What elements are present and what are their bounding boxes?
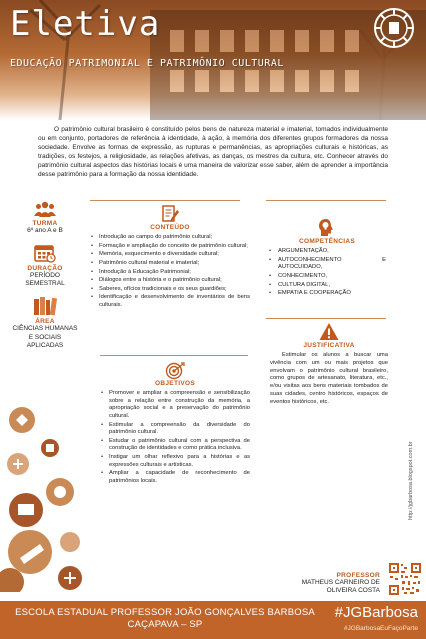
list-item: • Patrimônio cultural material e imaterial; [90,260,250,268]
decorative-icons-cluster [0,392,90,592]
school-name [10,607,320,632]
competencias-title: COMPETÊNCIAS [299,238,355,245]
turma-block [10,200,80,235]
hashtag-main: #JGBarbosa [334,604,418,621]
page-title: Eletiva [10,4,161,44]
divider [266,200,386,201]
professor-block [270,572,380,595]
list-item: • Memória, esquecimento e diversidade cultural; [90,251,250,259]
document-pencil-icon [160,204,180,224]
school-crest-icon [372,6,416,50]
list-item: • Ampliar a capacidade de reconhecimento de patrimônios locais. [100,470,250,485]
conteudo-title: CONTEÚDO [150,224,190,231]
duracao-value: PERÍODO SEMESTRAL [25,272,65,288]
list-item: • Diálogos entre a história e o patrimônio cultural; [90,277,250,285]
justificativa-text: Estimular os alunos a buscar uma vivência com um ou mais projetos que envolvam o patrimônio cultural brasileiro, como grupos de artesanato, literatura, etc., e/ou visitas aos bens materiais tombados de suas cidades, centro históricos, espaços de eventos históricos, etc. [270,352,388,405]
conteudo-list [90,234,250,310]
justificativa-title: JUSTIFICATIVA [303,342,355,349]
list-item: • CULTURA DIGITAL, [268,282,386,290]
area-value: CIÊNCIAS HUMANAS E SOCIAIS APLICADAS [12,325,78,349]
competencias-list [268,248,386,298]
head-lightbulb-icon [317,218,337,238]
school-name-line1: ESCOLA ESTADUAL PROFESSOR JOÃO GONÇALVES BARBOSA [15,607,315,618]
duracao-label: DURAÇÃO [27,265,63,273]
list-item: • Formação e ampliação do conceito de patrimônio cultural; [90,243,250,251]
list-item: • Promover e ampliar a compreensão e sensibilização sobre a relação entre construção da memória, a apropriação social e a preservação do patrimônio cultural. [100,390,250,421]
divider [100,355,248,356]
page-subtitle: EDUCAÇÃO PATRIMONIAL E PATRIMÔNIO CULTURAL [10,58,284,69]
competencias-section [268,218,386,299]
qr-code-icon[interactable] [388,562,422,596]
list-item: • Introdução à Educação Patrimonial; [90,269,250,277]
left-column [10,200,80,358]
divider [266,318,386,319]
list-item: • Instigar um olhar reflexivo para a histórias e as expressões culturais e artísticas. [100,454,250,469]
calendar-icon [34,243,56,263]
intro-paragraph: O patrimônio cultural brasileiro é constituído pelos bens de natureza material e imaterial, tomados individualmente ou em conjunto, portadores de referência à identidade, à ação, à memória dos diferentes grupos formadores da nossa sociedade. Envolve as formas de expressão, as rupturas e permanências, as apropriações culturais e históricas, as tradições, os festejos, a religiosidade, as relações afetivas, as danças, os mestres da cultura, etc. Conhecer através do patrimônio cultural aspectos das histórias locais é uma maneira de valorizar esse saber, além de aprender a importância desse patrimônio para a formação da nossa identidade. [38,126,388,178]
turma-label: TURMA [32,220,58,227]
professor-label: PROFESSOR [336,572,380,579]
list-item: • Saberes, ofícios tradicionais e os seus guardiões; [90,286,250,294]
warning-icon [319,322,339,342]
list-item: • Identificação e desenvolvimento de inventários de bens culturais. [90,294,250,309]
objetivos-list [100,390,250,486]
target-icon [165,362,185,380]
divider [90,200,240,201]
objetivos-section [100,362,250,487]
list-item: • ARGUMENTAÇÃO, [268,248,386,256]
professor-name: MATHEUS CARNEIRO DE OLIVEIRA COSTA [301,579,380,595]
list-item: • EMPATIA E COOPERAÇÃO [268,290,386,298]
footer-bar [0,601,426,639]
blog-url-link[interactable]: http://jgbarbosa.blogspot.com.br [408,441,414,520]
list-item: • Introdução ao campo do patrimônio cultural; [90,234,250,242]
objetivos-title: OBJETIVOS [155,380,195,387]
list-item: • AUTOCONHECIMENTO E AUTOCUIDADO, [268,257,386,272]
area-label: ÁREA [35,318,55,326]
justificativa-section [270,322,388,407]
turma-value: 6º ano A e B [27,227,63,234]
header-banner [0,0,426,120]
hashtag-secondary: #JGBarbosaEuFaçoParte [343,625,418,632]
list-item: • CONHECIMENTO, [268,273,386,281]
group-people-icon [34,200,56,218]
list-item: • Estudar o patrimônio cultural com a perspectiva de construção de identidades e como prática inclusiva. [100,438,250,453]
area-block [10,296,80,349]
books-icon [33,296,57,316]
school-name-line2: CAÇAPAVA – SP [127,619,203,631]
duracao-block [10,243,80,288]
conteudo-section [90,204,250,311]
list-item: • Estimular a compreensão da diversidade do patrimônio cultural. [100,422,250,437]
